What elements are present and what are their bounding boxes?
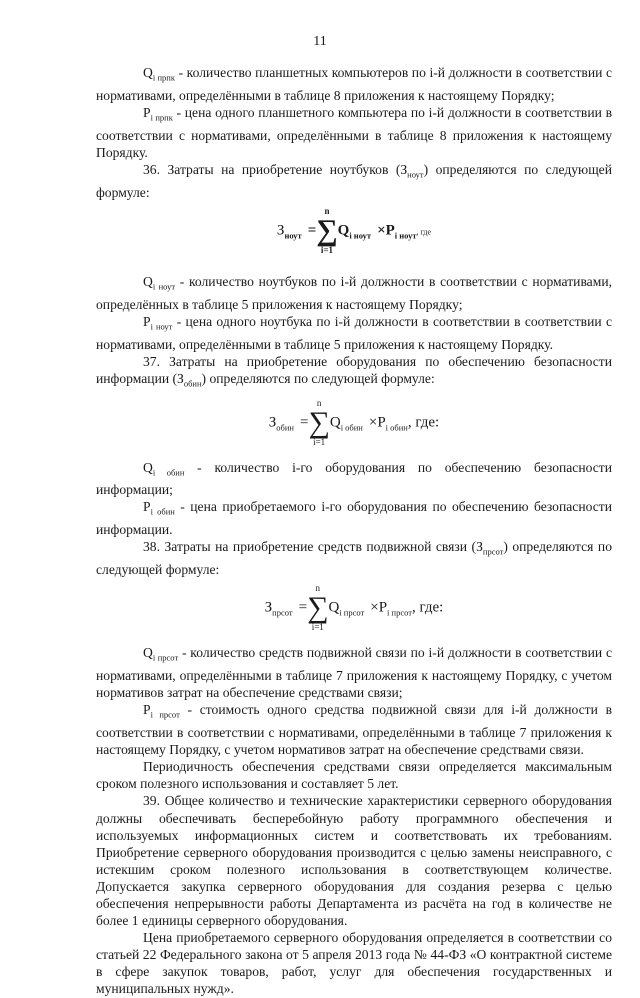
sigma-symbol: ∑ bbox=[307, 591, 329, 625]
subscript: i прсот bbox=[150, 709, 180, 720]
formula-lhs-subscript: обин bbox=[276, 421, 294, 432]
paragraph bbox=[96, 538, 612, 578]
text-run: 39. Общее количество и технические характеристики серверного оборудования должны обеспечивать бесперебойную работу программного обеспечения и используемых информационных систем и соответствовать их требованиям. Приобретение серверного оборудования производится с целью замены неисправного, с истекшим сроком полезного использования в соответствующем количестве. Допускается закупка серверного оборудования для создания резерва с целью обеспечения непрерывности работы Департамента из расчёта на год в количестве не более 1 единицы серверного оборудования. bbox=[96, 793, 612, 929]
paragraph bbox=[96, 498, 612, 538]
paragraph bbox=[96, 459, 612, 499]
text-run: - количество i-го оборудования по обеспечению безопасности информации; bbox=[96, 459, 612, 498]
formula-price: P bbox=[385, 222, 395, 239]
text-run: Q bbox=[143, 645, 153, 661]
text-run: Q bbox=[143, 273, 153, 289]
formula bbox=[96, 201, 612, 273]
sum-upper-limit: n bbox=[315, 583, 321, 594]
text-run: Периодичность обеспечения средствами связи определяется максимальным сроком полезного использования и составляет 5 лет. bbox=[96, 759, 612, 792]
formula-quantity: Q bbox=[328, 599, 340, 616]
formula-quantity: Q bbox=[329, 413, 341, 430]
paragraph bbox=[96, 701, 612, 758]
sum-lower-limit: i=1 bbox=[313, 436, 326, 447]
formula-multiply: × bbox=[370, 599, 379, 616]
page-number: 11 bbox=[313, 34, 327, 49]
formula bbox=[96, 393, 612, 459]
paragraph bbox=[96, 792, 612, 929]
formula bbox=[96, 578, 612, 644]
text-run: - количество ноутбуков по i-й должности в соответствии с нормативами, определённых в таблице 5 приложения к настоящему Порядку; bbox=[96, 273, 612, 312]
text-run: 37. Затраты на приобретение оборудования по обеспечению безопасности информации (З bbox=[96, 353, 612, 386]
paragraph bbox=[96, 161, 612, 201]
formula-lhs: З bbox=[268, 413, 277, 430]
paragraph bbox=[96, 313, 612, 353]
paragraph bbox=[96, 758, 612, 792]
formula-tail: , где: bbox=[411, 599, 444, 616]
formula-lhs-subscript: прсот bbox=[272, 607, 293, 618]
formula-multiply: × bbox=[377, 222, 386, 239]
formula-tail: , где bbox=[416, 227, 432, 237]
sum-operator bbox=[308, 399, 329, 447]
subscript: i обин bbox=[152, 467, 185, 478]
text-run: Цена приобретаемого серверного оборудования определяется в соответствии со статьей 22 Федерального закона от 5 апреля 2013 года № 44-ФЗ «О контрактной системе в сфере закупок товаров, работ, услуг для обеспечения государственных и муниципальных нужд». bbox=[96, 930, 612, 997]
formula-equals: = bbox=[298, 599, 308, 616]
subscript: ноут bbox=[407, 169, 424, 180]
text-run: P bbox=[143, 104, 151, 120]
sum-operator bbox=[307, 584, 328, 632]
sum-upper-limit: n bbox=[316, 397, 322, 408]
formula-equals: = bbox=[307, 222, 317, 239]
text-run: 38. Затраты на приобретение средств подвижной связи (З bbox=[143, 539, 483, 555]
document-body bbox=[96, 64, 612, 998]
subscript: прсот bbox=[482, 547, 504, 558]
formula-price-subscript: i ноут bbox=[394, 230, 417, 241]
subscript: i ноут bbox=[152, 281, 176, 292]
formula-multiply: × bbox=[368, 413, 378, 430]
formula-price: P bbox=[378, 599, 388, 616]
formula-lhs-subscript: ноут bbox=[284, 230, 302, 241]
text-run: - количество средств подвижной связи по i-й должности в соответствии с нормативами, определёнными в таблице 7 приложения к настоящему Порядку, с учетом нормативов затрат на обеспечение средствами связи; bbox=[96, 645, 612, 701]
paragraph bbox=[96, 273, 612, 313]
text-run: 36. Затраты на приобретение ноутбуков (З bbox=[143, 161, 408, 177]
text-run: - количество планшетных компьютеров по i-й должности в соответствии с нормативами, определёнными в таблице 8 приложения к настоящему Порядку; bbox=[96, 65, 612, 103]
sigma-symbol: ∑ bbox=[316, 213, 338, 247]
formula-quantity: Q bbox=[337, 222, 350, 239]
text-run: - стоимость одного средства подвижной связи для i-й должности в соответствии в соответствии с нормативами, определёнными в таблице 7 приложения к настоящему Порядку, с учетом нормативов затрат на обеспечение средствами связи. bbox=[96, 702, 612, 758]
text-run: ) определяются по следующей формуле: bbox=[201, 370, 435, 386]
paragraph bbox=[96, 104, 612, 161]
formula-tail: , где: bbox=[407, 413, 440, 430]
formula-quantity-subscript: i прсот bbox=[339, 607, 365, 618]
sigma-symbol: ∑ bbox=[308, 405, 330, 439]
subscript: i прпк bbox=[152, 72, 175, 83]
subscript: обин bbox=[183, 378, 202, 389]
text-run: P bbox=[143, 702, 151, 718]
sum-lower-limit: i=1 bbox=[311, 622, 324, 633]
text-run: ) определяются по следующей формуле: bbox=[96, 539, 612, 578]
formula-price: P bbox=[377, 413, 386, 430]
text-run: Q bbox=[143, 459, 153, 475]
formula-equals: = bbox=[299, 413, 309, 430]
subscript: i ноут bbox=[150, 321, 173, 332]
paragraph bbox=[96, 64, 612, 104]
paragraph bbox=[96, 929, 612, 997]
sum-lower-limit: i=1 bbox=[320, 244, 334, 255]
sum-operator bbox=[316, 207, 337, 255]
formula-lhs: З bbox=[276, 222, 285, 239]
formula-quantity-subscript: i обин bbox=[340, 421, 363, 432]
text-run: P bbox=[143, 499, 151, 515]
paragraph bbox=[96, 353, 612, 393]
text-run: - цена одного планшетного компьютера по i-й должности в соответствии в соответствии с нормативами, определёнными в таблице 8 приложения к настоящему Порядку. bbox=[96, 104, 613, 160]
formula-price-subscript: i прсот bbox=[387, 607, 412, 618]
formula-quantity-subscript: i ноут bbox=[349, 230, 372, 241]
subscript: i прсот bbox=[152, 652, 179, 663]
sum-upper-limit: n bbox=[324, 205, 330, 216]
text-run: - цена приобретаемого i-го оборудования по обеспечению безопасности информации. bbox=[96, 499, 612, 538]
text-run: P bbox=[143, 313, 151, 329]
text-run: - цена одного ноутбука по i-й должности в соответствии в соответствии с нормативами, определёнными в таблице 5 приложения к настоящему Порядку. bbox=[96, 313, 612, 352]
formula-price-subscript: i обин bbox=[385, 421, 408, 432]
paragraph bbox=[96, 644, 612, 701]
formula-lhs: З bbox=[264, 599, 273, 616]
subscript: i обин bbox=[150, 507, 175, 518]
subscript: i прпк bbox=[150, 112, 173, 123]
text-run: Q bbox=[143, 65, 153, 80]
text-run: ) определяются по следующей формуле: bbox=[96, 161, 612, 200]
